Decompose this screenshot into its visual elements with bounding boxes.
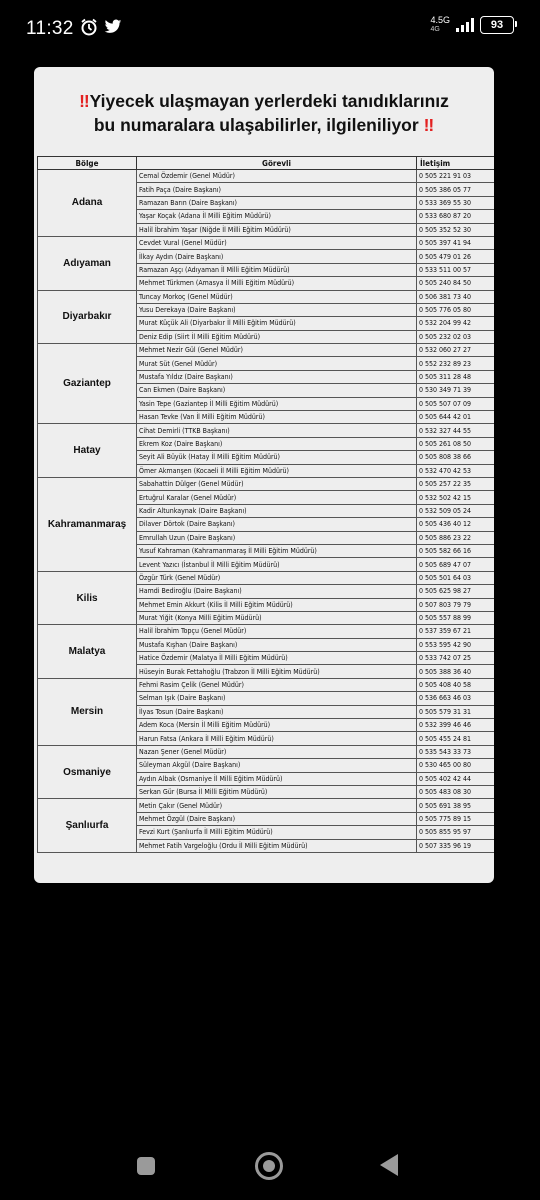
document-title [34, 89, 494, 137]
role-cell: Halil İbrahim Yaşar (Niğde İl Milli Eğitim Müdürü) [137, 223, 417, 236]
navigation-bar [0, 1130, 540, 1200]
role-cell: Serkan Gür (Bursa İl Milli Eğitim Müdürü) [137, 785, 417, 798]
phone-cell: 0 553 595 42 90 [417, 638, 495, 651]
phone-cell: 0 505 689 47 07 [417, 558, 495, 571]
role-cell: Yusuf Kahraman (Kahramanmaraş İl Milli Eğitim Müdürü) [137, 544, 417, 557]
table-row [38, 571, 495, 584]
phone-cell: 0 505 479 01 26 [417, 250, 495, 263]
role-cell: Cevdet Vural (Genel Müdür) [137, 236, 417, 249]
status-bar [0, 0, 540, 60]
phone-cell: 0 505 579 31 31 [417, 705, 495, 718]
role-cell: Mehmet Fatih Vargeloğlu (Ordu İl Milli Eğitim Müdürü) [137, 839, 417, 852]
role-cell: Deniz Edip (Siirt İl Milli Eğitim Müdürü) [137, 330, 417, 343]
region-cell: Şanlıurfa [38, 799, 137, 853]
role-cell: Selman Işık (Daire Başkanı) [137, 692, 417, 705]
table-row [38, 799, 495, 812]
role-cell: Mehmet Özgül (Daire Başkanı) [137, 812, 417, 825]
region-cell: Osmaniye [38, 745, 137, 799]
role-cell: Ömer Akmanşen (Kocaeli İl Milli Eğitim Müdürü) [137, 464, 417, 477]
phone-cell: 0 530 349 71 39 [417, 384, 495, 397]
title-line-2: bu numaralara ulaşabilirler, ilgileniliyor [93, 115, 419, 135]
region-cell: Kilis [38, 571, 137, 625]
role-cell: Aydın Albak (Osmaniye İl Milli Eğitim Müdürü) [137, 772, 417, 785]
phone-cell: 0 505 408 40 58 [417, 678, 495, 691]
status-right-icons [430, 16, 514, 34]
role-cell: Halil İbrahim Topçu (Genel Müdür) [137, 625, 417, 638]
network-type: 4.5G 4G [430, 15, 450, 33]
phone-cell: 0 533 742 07 25 [417, 652, 495, 665]
phone-cell: 0 505 240 84 50 [417, 277, 495, 290]
document-image[interactable] [34, 67, 494, 883]
role-cell: İlkay Aydın (Daire Başkanı) [137, 250, 417, 263]
table-row [38, 625, 495, 638]
phone-cell: 0 505 644 42 01 [417, 411, 495, 424]
phone-cell: 0 536 663 46 03 [417, 692, 495, 705]
role-cell: Süleyman Akgül (Daire Başkanı) [137, 759, 417, 772]
phone-cell: 0 505 507 07 09 [417, 397, 495, 410]
table-row [38, 424, 495, 437]
table-row [38, 745, 495, 758]
phone-cell: 0 505 261 08 50 [417, 437, 495, 450]
region-cell: Gaziantep [38, 344, 137, 424]
phone-cell: 0 505 436 40 12 [417, 518, 495, 531]
table-row [38, 344, 495, 357]
battery-icon [480, 16, 514, 34]
role-cell: Emrullah Uzun (Daire Başkanı) [137, 531, 417, 544]
phone-cell: 0 505 221 91 03 [417, 170, 495, 183]
phone-cell: 0 507 803 79 79 [417, 598, 495, 611]
phone-cell: 0 532 327 44 55 [417, 424, 495, 437]
table-body [38, 170, 495, 853]
phone-cell: 0 505 582 66 16 [417, 544, 495, 557]
table-row [38, 678, 495, 691]
role-cell: Kadir Altunkaynak (Daire Başkanı) [137, 504, 417, 517]
role-cell: Can Ekmen (Daire Başkanı) [137, 384, 417, 397]
phone-cell: 0 533 511 00 57 [417, 263, 495, 276]
title-line-1: Yiyecek ulaşmayan yerlerdeki tanıdıklarınız [89, 91, 449, 111]
role-cell: Fatih Paça (Daire Başkanı) [137, 183, 417, 196]
phone-cell: 0 505 311 28 48 [417, 370, 495, 383]
recents-square-icon[interactable] [137, 1157, 155, 1175]
battery-level: 93 [490, 19, 504, 31]
role-cell: Fevzi Kurt (Şanlıurfa İl Milli Eğitim Müdürü) [137, 826, 417, 839]
role-cell: Ekrem Koz (Daire Başkanı) [137, 437, 417, 450]
role-cell: Tuncay Morkoç (Genel Müdür) [137, 290, 417, 303]
phone-cell: 0 506 381 73 40 [417, 290, 495, 303]
role-cell: Levent Yazıcı (İstanbul İl Milli Eğitim Müdürü) [137, 558, 417, 571]
role-cell: Murat Küçük Ali (Diyarbakır İl Milli Eğitim Müdürü) [137, 317, 417, 330]
table-row [38, 477, 495, 490]
role-cell: Harun Fatsa (Ankara İl Milli Eğitim Müdürü) [137, 732, 417, 745]
home-circle-icon[interactable] [255, 1152, 283, 1180]
phone-cell: 0 532 509 05 24 [417, 504, 495, 517]
phone-cell: 0 505 402 42 44 [417, 772, 495, 785]
phone-cell: 0 505 397 41 94 [417, 236, 495, 249]
role-cell: Hüseyin Burak Fettahoğlu (Trabzon İl Milli Eğitim Müdürü) [137, 665, 417, 678]
role-cell: Mehmet Nezir Gül (Genel Müdür) [137, 344, 417, 357]
phone-cell: 0 505 625 98 27 [417, 585, 495, 598]
phone-cell: 0 533 680 87 20 [417, 210, 495, 223]
phone-cell: 0 505 386 05 77 [417, 183, 495, 196]
region-cell: Adıyaman [38, 236, 137, 290]
region-cell: Mersin [38, 678, 137, 745]
exclamation-icon: ‼ [423, 115, 435, 135]
phone-cell: 0 505 855 95 97 [417, 826, 495, 839]
phone-cell: 0 532 502 42 15 [417, 491, 495, 504]
header-role: Görevli [137, 157, 417, 170]
role-cell: Yasin Tepe (Gaziantep İl Milli Eğitim Müdürü) [137, 397, 417, 410]
phone-cell: 0 505 808 38 66 [417, 451, 495, 464]
role-cell: Ramazan Barın (Daire Başkanı) [137, 196, 417, 209]
header-region: Bölge [38, 157, 137, 170]
region-cell: Malatya [38, 625, 137, 679]
role-cell: Özgür Türk (Genel Müdür) [137, 571, 417, 584]
phone-cell: 0 505 388 36 40 [417, 665, 495, 678]
role-cell: Nazan Şener (Genel Müdür) [137, 745, 417, 758]
table-row [38, 290, 495, 303]
exclamation-icon: ‼ [79, 91, 90, 111]
back-triangle-icon[interactable] [380, 1154, 398, 1176]
role-cell: Fehmi Rasim Çelik (Genel Müdür) [137, 678, 417, 691]
role-cell: Ertuğrul Karalar (Genel Müdür) [137, 491, 417, 504]
phone-cell: 0 532 204 99 42 [417, 317, 495, 330]
region-cell: Kahramanmaraş [38, 477, 137, 571]
role-cell: Dilaver Dörtok (Daire Başkanı) [137, 518, 417, 531]
status-notification-icons [80, 18, 122, 36]
phone-cell: 0 505 776 05 80 [417, 303, 495, 316]
phone-cell: 0 532 470 42 53 [417, 464, 495, 477]
phone-cell: 0 505 691 38 95 [417, 799, 495, 812]
phone-cell: 0 505 483 08 30 [417, 785, 495, 798]
contacts-table [37, 156, 494, 853]
phone-cell: 0 552 232 89 23 [417, 357, 495, 370]
role-cell: Cemal Özdemir (Genel Müdür) [137, 170, 417, 183]
phone-cell: 0 505 501 64 03 [417, 571, 495, 584]
twitter-bird-icon [104, 19, 122, 35]
table-header-row [38, 157, 495, 170]
phone-cell: 0 533 369 55 30 [417, 196, 495, 209]
role-cell: Metin Çakır (Genel Müdür) [137, 799, 417, 812]
phone-cell: 0 505 455 24 81 [417, 732, 495, 745]
header-contact: İletişim [417, 157, 495, 170]
role-cell: Hasan Tevke (Van İl Milli Eğitim Müdürü) [137, 411, 417, 424]
region-cell: Diyarbakır [38, 290, 137, 344]
phone-cell: 0 537 359 67 21 [417, 625, 495, 638]
role-cell: Seyit Ali Büyük (Hatay İl Milli Eğitim Müdürü) [137, 451, 417, 464]
phone-cell: 0 505 257 22 35 [417, 477, 495, 490]
role-cell: Adem Koca (Mersin İl Milli Eğitim Müdürü) [137, 719, 417, 732]
role-cell: Mehmet Emin Akkurt (Kilis İl Milli Eğitim Müdürü) [137, 598, 417, 611]
phone-cell: 0 505 886 23 22 [417, 531, 495, 544]
role-cell: Yaşar Koçak (Adana İl Milli Eğitim Müdürü) [137, 210, 417, 223]
role-cell: Hamdi Bediroğlu (Daire Başkanı) [137, 585, 417, 598]
role-cell: Mustafa Yıldız (Daire Başkanı) [137, 370, 417, 383]
role-cell: Murat Süt (Genel Müdür) [137, 357, 417, 370]
role-cell: Cihat Demirli (TTKB Başkanı) [137, 424, 417, 437]
table-row [38, 236, 495, 249]
phone-cell: 0 532 399 46 46 [417, 719, 495, 732]
phone-cell: 0 532 060 27 27 [417, 344, 495, 357]
role-cell: Mustafa Kışhan (Daire Başkanı) [137, 638, 417, 651]
role-cell: Yusu Derekaya (Daire Başkanı) [137, 303, 417, 316]
role-cell: İlyas Tosun (Daire Başkanı) [137, 705, 417, 718]
role-cell: Murat Yiğit (Konya Milli Eğitim Müdürü) [137, 611, 417, 624]
phone-cell: 0 505 232 02 03 [417, 330, 495, 343]
region-cell: Hatay [38, 424, 137, 478]
table-row [38, 170, 495, 183]
role-cell: Hatice Özdemir (Malatya İl Milli Eğitim Müdürü) [137, 652, 417, 665]
status-time: 11:32 [26, 18, 74, 39]
alarm-timer-icon [80, 18, 98, 36]
signal-strength-icon [456, 18, 474, 32]
role-cell: Sabahattin Dülger (Genel Müdür) [137, 477, 417, 490]
phone-cell: 0 505 557 88 99 [417, 611, 495, 624]
role-cell: Mehmet Türkmen (Amasya İl Milli Eğitim Müdürü) [137, 277, 417, 290]
role-cell: Ramazan Aşçı (Adıyaman İl Milli Eğitim Müdürü) [137, 263, 417, 276]
phone-cell: 0 505 352 52 30 [417, 223, 495, 236]
phone-cell: 0 535 543 33 73 [417, 745, 495, 758]
phone-cell: 0 507 335 96 19 [417, 839, 495, 852]
phone-cell: 0 505 775 89 15 [417, 812, 495, 825]
region-cell: Adana [38, 170, 137, 237]
phone-cell: 0 530 465 00 80 [417, 759, 495, 772]
